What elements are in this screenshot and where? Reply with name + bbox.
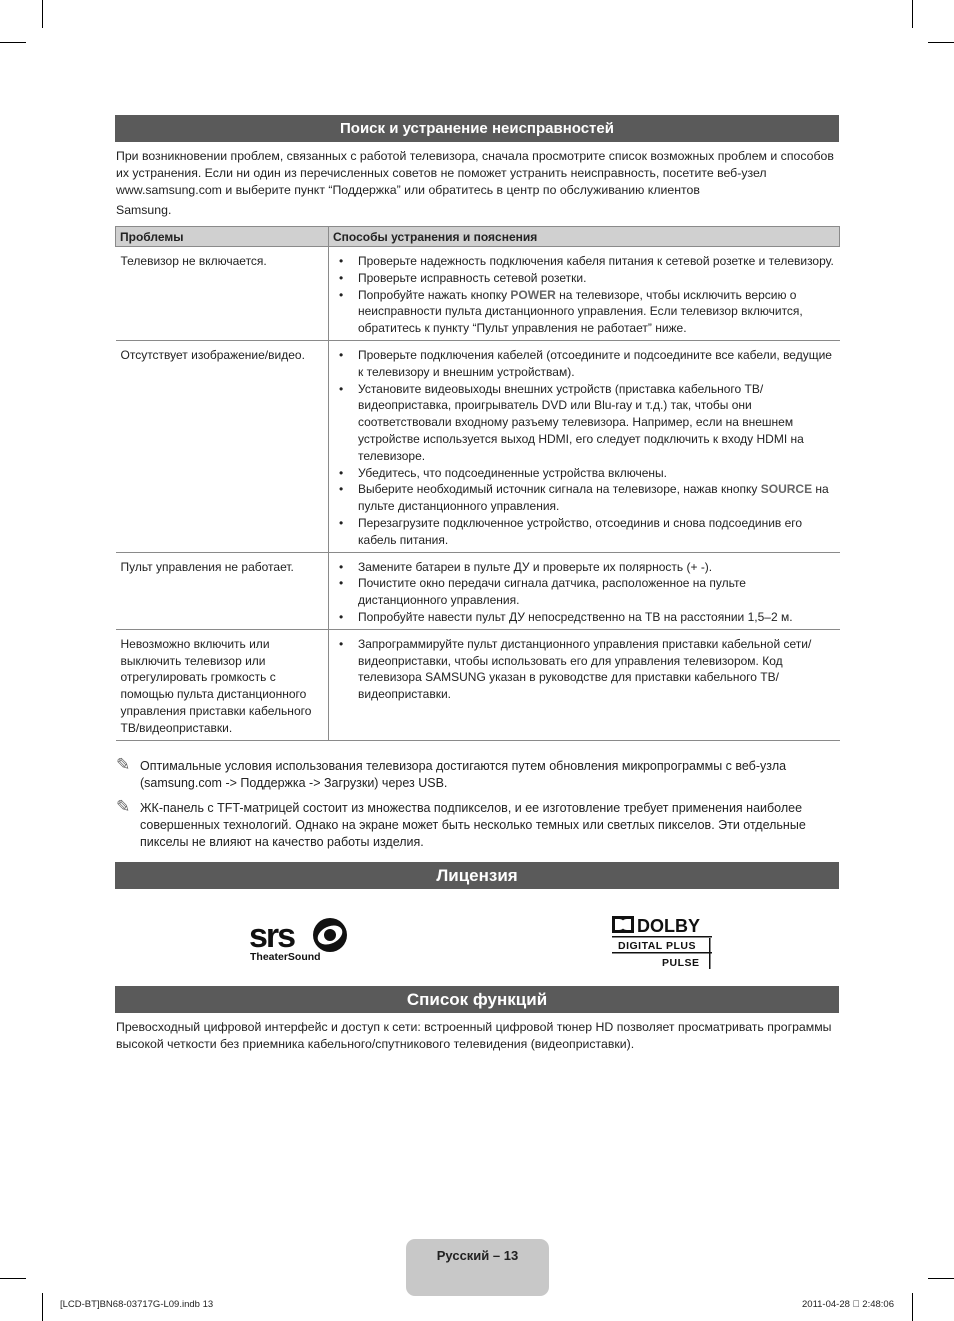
source-keyword: SOURCE	[760, 482, 813, 497]
pencil-note-icon: ✎	[116, 797, 131, 816]
problem-cell: Отсутствует изображение/видео.	[116, 340, 329, 552]
crop-mark	[928, 42, 954, 43]
page-number-tab	[406, 1239, 549, 1296]
intro-paragraph	[116, 148, 838, 219]
dolby-logo-text: DOLBY	[637, 916, 700, 936]
solution-text: Выберите необходимый источник сигнала на телевизоре, нажав кнопку	[358, 482, 761, 497]
solution-cell	[329, 247, 840, 341]
solution-item	[337, 481, 836, 515]
solution-item: • Попробуйте навести пульт ДУ непосредственно на ТВ на расстоянии 1,5–2 м.	[337, 609, 836, 626]
intro-text-end: Samsung.	[116, 203, 172, 217]
solution-item: • Проверьте надежность подключения кабеля питания к сетевой розетке и телевизору.	[337, 253, 836, 270]
solution-list	[337, 347, 836, 549]
dolby-digital-plus-pulse-logo	[612, 916, 713, 970]
table-row	[116, 340, 840, 552]
section-title-features: Список функций	[115, 986, 839, 1013]
pencil-note-icon: ✎	[116, 755, 131, 774]
note-firmware	[116, 755, 838, 792]
solution-cell	[329, 552, 840, 629]
footer-file-info: [LCD-BT]BN68-03717G-L09.indb 13	[60, 1299, 214, 1310]
column-header-solutions: Способы устранения и пояснения	[329, 227, 840, 247]
crop-mark	[928, 1278, 954, 1279]
solution-item: • Убедитесь, что подсоединенные устройства включены.	[337, 465, 836, 482]
crop-mark	[912, 1293, 913, 1321]
table-row	[116, 629, 840, 740]
solution-item: • Запрограммируйте пульт дистанционного управления приставки кабельной сети/видеоприставки, чтобы использовать его для управления телевизором. Код телевизора SAMSUNG указан в руководстве для приставки кабельного ТВ/видеоприставки.	[337, 636, 836, 703]
problem-cell: Невозможно включить или выключить телевизор или отрегулировать громкость с помощью пульта дистанционного управления приставки кабельного ТВ/видеоприставки.	[116, 629, 329, 740]
solution-text: Попробуйте нажать кнопку	[358, 287, 511, 302]
intro-text: При возникновении проблем, связанных с работой телевизора, сначала просмотрите список возможных проблем и способов их устранения. Если ни один из перечисленных советов не поможет устранить неисправность, посетите веб-узел www.samsung.com и выберите пункт “Поддержка” или обратитесь в центр по обслуживанию клиентов	[116, 149, 834, 197]
solution-item: • Перезагрузите подключенное устройство, отсоединив и снова подсоединив его кабель питания.	[337, 515, 836, 549]
features-paragraph: Превосходный цифровой интерфейс и доступ к сети: встроенный цифровой тюнер HD позволяет просматривать программы высокой четкости без приемника кабельного/спутникового телевидения (видеоприставки).	[116, 1020, 832, 1051]
solution-cell	[329, 340, 840, 552]
crop-mark	[0, 42, 26, 43]
problem-cell: Пульт управления не работает.	[116, 552, 329, 629]
solution-item: • Установите видеовыходы внешних устройств (приставка кабельного ТВ/видеоприставка, проигрыватель DVD или Blu-ray и т.д.) так, чтобы они соответствовали входному разъему телевизора. Например, если на внешнем устройстве используется выход HDMI, его следует подключить к входу HDMI на телевизоре.	[337, 381, 836, 465]
crop-mark	[42, 1293, 43, 1321]
solution-item: • Проверьте подключения кабелей (отсоедините и подсоедините все кабели, ведущие к телевизору и внешним устройствам).	[337, 347, 836, 381]
solution-list	[337, 636, 836, 703]
dolby-logo-line2: DIGITAL PLUS	[618, 940, 696, 952]
srs-theatersound-logo	[248, 915, 352, 963]
crop-mark	[42, 0, 43, 28]
solution-text: на пульте дистанционного управления.	[358, 482, 829, 514]
solution-item	[337, 287, 836, 337]
table-row	[116, 247, 840, 341]
srs-logo-subtitle: TheaterSound	[250, 951, 321, 963]
footer-timestamp: 2011-04-28 ￿ 2:48:06	[802, 1299, 894, 1310]
note-lcd-panel	[116, 797, 838, 851]
solution-list	[337, 559, 836, 626]
section-title-troubleshooting: Поиск и устранение неисправностей	[115, 115, 839, 142]
solution-cell	[329, 629, 840, 740]
solution-text: на телевизоре, чтобы исключить версию о неисправности пульта дистанционного управления. Если телевизор включится, обратитесь к пункту “Пульт управления не работает” ниже.	[358, 287, 803, 336]
column-header-problems: Проблемы	[116, 227, 329, 247]
solution-item: • Проверьте исправность сетевой розетки.	[337, 270, 836, 287]
section-title-license: Лицензия	[115, 862, 839, 889]
crop-mark	[912, 0, 913, 28]
table-row	[116, 552, 840, 629]
note-text: Оптимальные условия использования телевизора достигаются путем обновления микропрограммы с веб-узла (samsung.com -> Поддержка -> Загрузки) через USB.	[140, 759, 787, 790]
problem-cell: Телевизор не включается.	[116, 247, 329, 341]
solution-item: • Почистите окно передачи сигнала датчика, расположенное на пульте дистанционного управления.	[337, 575, 836, 609]
troubleshooting-table	[115, 226, 840, 741]
dolby-logo-line3: PULSE	[662, 957, 700, 969]
page-number-label: Русский – 13	[436, 1248, 519, 1263]
srs-logo-pupil	[324, 929, 336, 941]
table-header-row	[116, 227, 840, 247]
power-keyword: POWER	[510, 287, 556, 302]
solution-list	[337, 253, 836, 337]
note-text: ЖК-панель с TFT-матрицей состоит из множества подпикселов, и ее изготовление требует применения наиболее совершенных технологий. Однако на экране может быть несколько темных или светлых пикселов. Эти отдельные пикселы не влияют на качество работы изделия.	[140, 801, 806, 849]
solution-item: • Замените батареи в пульте ДУ и проверьте их полярность (+ -).	[337, 559, 836, 576]
srs-logo-text: srs	[249, 917, 295, 955]
crop-mark	[0, 1278, 26, 1279]
